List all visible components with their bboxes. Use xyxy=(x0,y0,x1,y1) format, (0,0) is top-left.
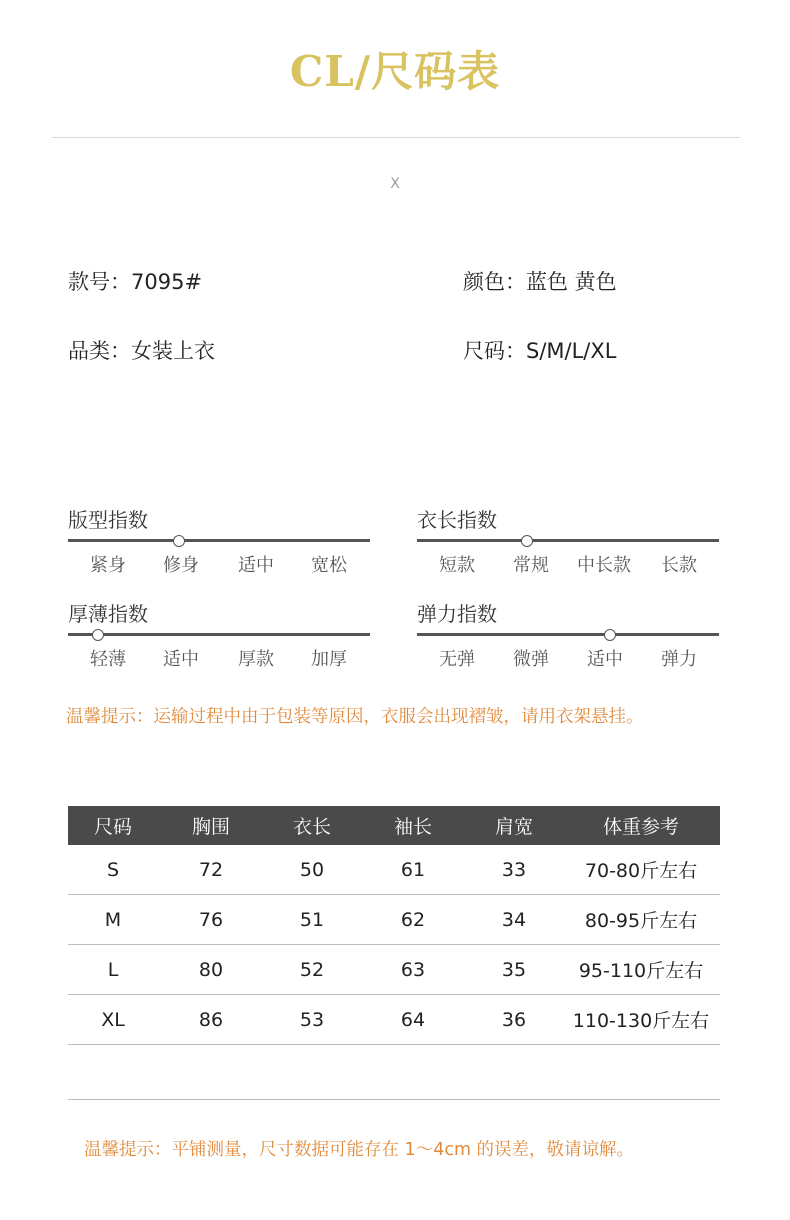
header-shoulder: 肩宽 xyxy=(466,806,562,845)
color-info: 颜色：蓝色 黄色 xyxy=(463,270,617,294)
style-number: 款号：7095# xyxy=(68,270,203,294)
cell-shoulder: 33 xyxy=(466,845,562,895)
length-label: 短款 xyxy=(439,555,475,576)
fit-label: 适中 xyxy=(238,555,274,576)
title-divider xyxy=(52,137,740,138)
fit-index xyxy=(68,506,370,596)
header-size: 尺码 xyxy=(68,806,158,845)
cell-chest: 72 xyxy=(158,845,264,895)
size-info: 尺码：S/M/L/XL xyxy=(463,339,617,363)
length-label: 长款 xyxy=(661,555,697,576)
table-row xyxy=(68,945,720,995)
fit-index-title: 版型指数 xyxy=(68,508,148,532)
cell-sleeve: 62 xyxy=(360,895,466,945)
length-index-title: 衣长指数 xyxy=(417,508,497,532)
header-weight: 体重参考 xyxy=(562,806,720,845)
thickness-index-knob xyxy=(92,629,104,641)
thickness-label: 厚款 xyxy=(238,649,274,670)
cell-length: 52 xyxy=(264,945,360,995)
elasticity-label: 适中 xyxy=(587,649,623,670)
cell-length: 50 xyxy=(264,845,360,895)
length-index-track xyxy=(417,539,719,542)
fit-index-track xyxy=(68,539,370,542)
cell-chest: 76 xyxy=(158,895,264,945)
elasticity-label: 无弹 xyxy=(439,649,475,670)
length-index xyxy=(417,506,719,596)
length-label: 中长款 xyxy=(577,555,631,576)
cell-sleeve: 63 xyxy=(360,945,466,995)
header-length: 衣长 xyxy=(264,806,360,845)
size-table xyxy=(68,806,720,1045)
fit-label: 修身 xyxy=(163,555,199,576)
bottom-divider xyxy=(68,1099,720,1100)
elasticity-index xyxy=(417,600,719,690)
fit-label: 紧身 xyxy=(90,555,126,576)
header-chest: 胸围 xyxy=(158,806,264,845)
cell-chest: 80 xyxy=(158,945,264,995)
cell-length: 53 xyxy=(264,995,360,1045)
elasticity-label: 弹力 xyxy=(661,649,697,670)
cell-shoulder: 34 xyxy=(466,895,562,945)
packaging-tip: 温馨提示：运输过程中由于包装等原因，衣服会出现褶皱，请用衣架悬挂。 xyxy=(66,707,644,727)
elasticity-index-track xyxy=(417,633,719,636)
table-header-row xyxy=(68,806,720,845)
cell-weight: 95-110斤左右 xyxy=(562,945,720,995)
thickness-label: 轻薄 xyxy=(90,649,126,670)
cell-weight: 110-130斤左右 xyxy=(562,995,720,1045)
page-title: CL/尺码表 xyxy=(289,47,501,96)
cell-size: L xyxy=(68,945,158,995)
thickness-index-title: 厚薄指数 xyxy=(68,602,148,626)
length-label: 常规 xyxy=(513,555,549,576)
cell-sleeve: 61 xyxy=(360,845,466,895)
cell-size: M xyxy=(68,895,158,945)
cell-weight: 80-95斤左右 xyxy=(562,895,720,945)
cell-shoulder: 36 xyxy=(466,995,562,1045)
thickness-label: 加厚 xyxy=(311,649,347,670)
table-row xyxy=(68,995,720,1045)
elasticity-label: 微弹 xyxy=(513,649,549,670)
elasticity-index-title: 弹力指数 xyxy=(417,602,497,626)
measurement-tip: 温馨提示：平铺测量，尺寸数据可能存在 1～4cm 的误差，敬请谅解。 xyxy=(84,1140,635,1160)
length-index-knob xyxy=(521,535,533,547)
elasticity-index-knob xyxy=(604,629,616,641)
cell-weight: 70-80斤左右 xyxy=(562,845,720,895)
table-row xyxy=(68,895,720,945)
cell-size: XL xyxy=(68,995,158,1045)
x-mark: X xyxy=(390,176,400,192)
table-row xyxy=(68,845,720,895)
cell-shoulder: 35 xyxy=(466,945,562,995)
thickness-label: 适中 xyxy=(163,649,199,670)
cell-sleeve: 64 xyxy=(360,995,466,1045)
cell-size: S xyxy=(68,845,158,895)
thickness-index xyxy=(68,600,370,690)
thickness-index-track xyxy=(68,633,370,636)
header-sleeve: 袖长 xyxy=(360,806,466,845)
fit-index-knob xyxy=(173,535,185,547)
cell-length: 51 xyxy=(264,895,360,945)
cell-chest: 86 xyxy=(158,995,264,1045)
category-info: 品类：女装上衣 xyxy=(68,339,215,363)
fit-label: 宽松 xyxy=(311,555,347,576)
